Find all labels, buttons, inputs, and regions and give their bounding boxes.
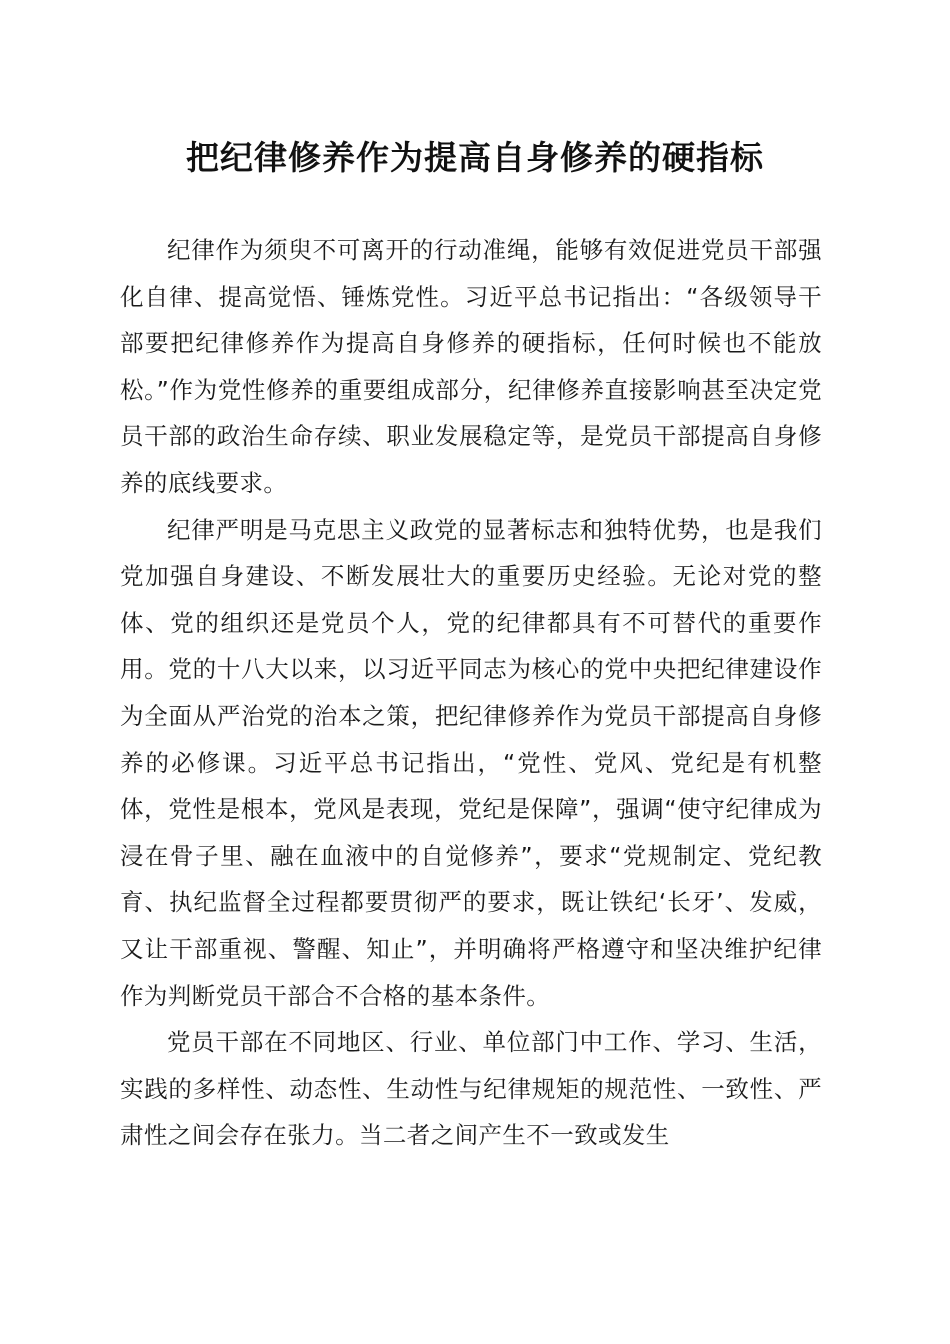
- paragraph-1: 纪律作为须臾不可离开的行动准绳，能够有效促进党员干部强化自律、提高觉悟、锤炼党性。习近平总书记指出：“各级领导干部要把纪律修养作为提高自身修养的硬指标，任何时候也不能放松。”作为党性修养的重要组成部分，纪律修养直接影响甚至决定党员干部的政治生命存续、职业发展稳定等，是党员干部提高自身修养的底线要求。: [120, 236, 822, 497]
- paragraph-3: 党员干部在不同地区、行业、单位部门中工作、学习、生活，实践的多样性、动态性、生动性与纪律规矩的规范性、一致性、严肃性之间会存在张力。当二者之间产生不一致或发生: [120, 1028, 822, 1150]
- document-title: 把纪律修养作为提高自身修养的硬指标: [186, 138, 764, 177]
- document-body: [120, 227, 822, 1159]
- paragraph-2: 纪律严明是马克思主义政党的显著标志和独特优势，也是我们党加强自身建设、不断发展壮大的重要历史经验。无论对党的整体、党的组织还是党员个人，党的纪律都具有不可替代的重要作用。党的十八大以来，以习近平同志为核心的党中央把纪律建设作为全面从严治党的治本之策，把纪律修养作为党员干部提高自身修养的必修课。习近平总书记指出，“党性、党风、党纪是有机整体，党性是根本，党风是表现，党纪是保障”，强调“使守纪律成为浸在骨子里、融在血液中的自觉修养”，要求“党规制定、党纪教育、执纪监督全过程都要贯彻严的要求，既让铁纪‘长牙’、发威，又让干部重视、警醒、知止”，并明确将严格遵守和坚决维护纪律作为判断党员干部合不合格的基本条件。: [120, 515, 822, 1010]
